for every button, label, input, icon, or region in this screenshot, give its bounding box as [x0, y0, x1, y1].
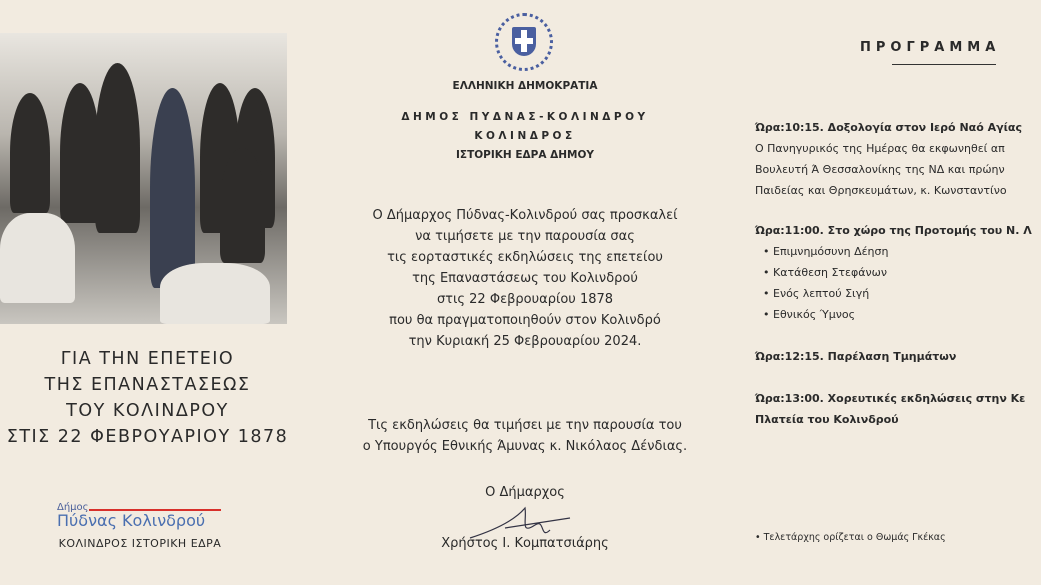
- invitation-line: Ο Δήμαρχος Πύδνας-Κολινδρού σας προσκαλεί: [372, 208, 678, 223]
- logo-small-text: Δήμος: [57, 502, 89, 513]
- title-underline: [892, 64, 996, 65]
- invitation-line: την Κυριακή 25 Φεβρουαρίου 2024.: [408, 334, 642, 349]
- invitation-line: που θα πραγματοποιηθούν στον Κολινδρό: [389, 313, 661, 328]
- title-line: ΤΗΣ ΕΠΑΝΑΣΤΑΣΕΩΣ: [44, 375, 251, 395]
- title-line: ΓΙΑ ΤΗΝ ΕΠΕΤΕΙΟ: [60, 349, 235, 369]
- event-1: [755, 117, 1022, 201]
- event-heading: Ώρα:13:00. Χορευτικές εκδηλώσεις στην Κε: [755, 392, 1026, 405]
- event-heading: Ώρα:12:15. Παρέλαση Τμημάτων: [755, 350, 957, 363]
- mayor-name: Χρήστος Ι. Κομπατσιάρης: [441, 536, 609, 551]
- logo-red-bar: [89, 509, 221, 511]
- municipality-logo: [57, 502, 227, 529]
- program-title: ΠΡΟΓΡΑΜΜΑ: [860, 40, 1001, 55]
- list-item: Εθνικός Ύμνος: [773, 308, 856, 321]
- list-item: Κατάθεση Στεφάνων: [773, 266, 887, 279]
- signoff: Ο Δήμαρχος: [485, 485, 565, 500]
- seat-heading: ΙΣΤΟΡΙΚΗ ΕΔΡΑ ΔΗΜΟΥ: [455, 149, 595, 161]
- invitation-line: στις 22 Φεβρουαρίου 1878: [436, 292, 614, 307]
- logo-caption: ΚΟΛΙΝΔΡΟΣ ΙΣΤΟΡΙΚΗ ΕΔΡΑ: [58, 537, 222, 550]
- invitation-line: τις εορταστικές εκδηλώσεις της επετείου: [387, 250, 663, 265]
- ceremony-note: Τελετάρχης ορίζεται ο Θωμάς Γκέκας: [763, 532, 946, 543]
- guest-line: ο Υπουργός Εθνικής Άμυνας κ. Νικόλαος Δένδιας.: [362, 439, 688, 454]
- guest-text: [330, 415, 720, 457]
- event-line: Ο Πανηγυρικός της Ημέρας θα εκφωνηθεί απ: [755, 142, 1005, 155]
- title-line: ΣΤΙΣ 22 ΦΕΒΡΟΥΑΡΙΟΥ 1878: [6, 427, 289, 447]
- event-heading: Πλατεία του Κολινδρού: [755, 413, 899, 426]
- list-item: Επιμνημόσυνη Δέηση: [773, 245, 889, 258]
- event-heading: Ώρα:10:15. Δοξολογία στον Ιερό Ναό Αγίας: [755, 121, 1022, 134]
- event-heading: Ώρα:11:00. Στο χώρο της Προτομής του Ν. Λ: [755, 224, 1032, 237]
- invitation-text: [330, 205, 720, 352]
- greek-coat-of-arms-icon: [495, 13, 553, 71]
- invitation-line: της Επαναστάσεως του Κολινδρού: [412, 271, 638, 286]
- municipality-heading: ΔΗΜΟΣ ΠΥΔΝΑΣ-ΚΟΛΙΝΔΡΟΥ: [401, 111, 649, 123]
- list-item: Ενός λεπτού Σιγή: [773, 287, 870, 300]
- event-2: Ώρα:11:00. Στο χώρο της Προτομής του Ν. Λ • Επιμνημόσυνη Δέηση • Κατάθεση Στεφάνων • Ενός λεπτού Σιγή • Εθνικός Ύμνος: [755, 224, 1032, 321]
- historical-photo: [0, 33, 287, 324]
- invitation-line: να τιμήσετε με την παρουσία σας: [415, 229, 635, 244]
- guest-line: Τις εκδηλώσεις θα τιμήσει με την παρουσία του: [368, 418, 682, 433]
- title-line: ΤΟΥ ΚΟΛΙΝΔΡΟΥ: [66, 401, 229, 421]
- republic-heading: ΕΛΛΗΝΙΚΗ ΔΗΜΟΚΡΑΤΙΑ: [452, 80, 598, 92]
- logo-name: Πύδνας Κολινδρού: [57, 511, 206, 530]
- event-line: Βουλευτή Ά Θεσσαλονίκης της ΝΔ και πρώην: [755, 163, 1005, 176]
- event-line: Παιδείας και Θρησκευμάτων, κ. Κωνσταντίνο: [755, 184, 1007, 197]
- event-4: [755, 388, 1025, 430]
- town-heading: ΚΟΛΙΝΔΡΟΣ: [474, 130, 576, 142]
- anniversary-title: [0, 346, 295, 450]
